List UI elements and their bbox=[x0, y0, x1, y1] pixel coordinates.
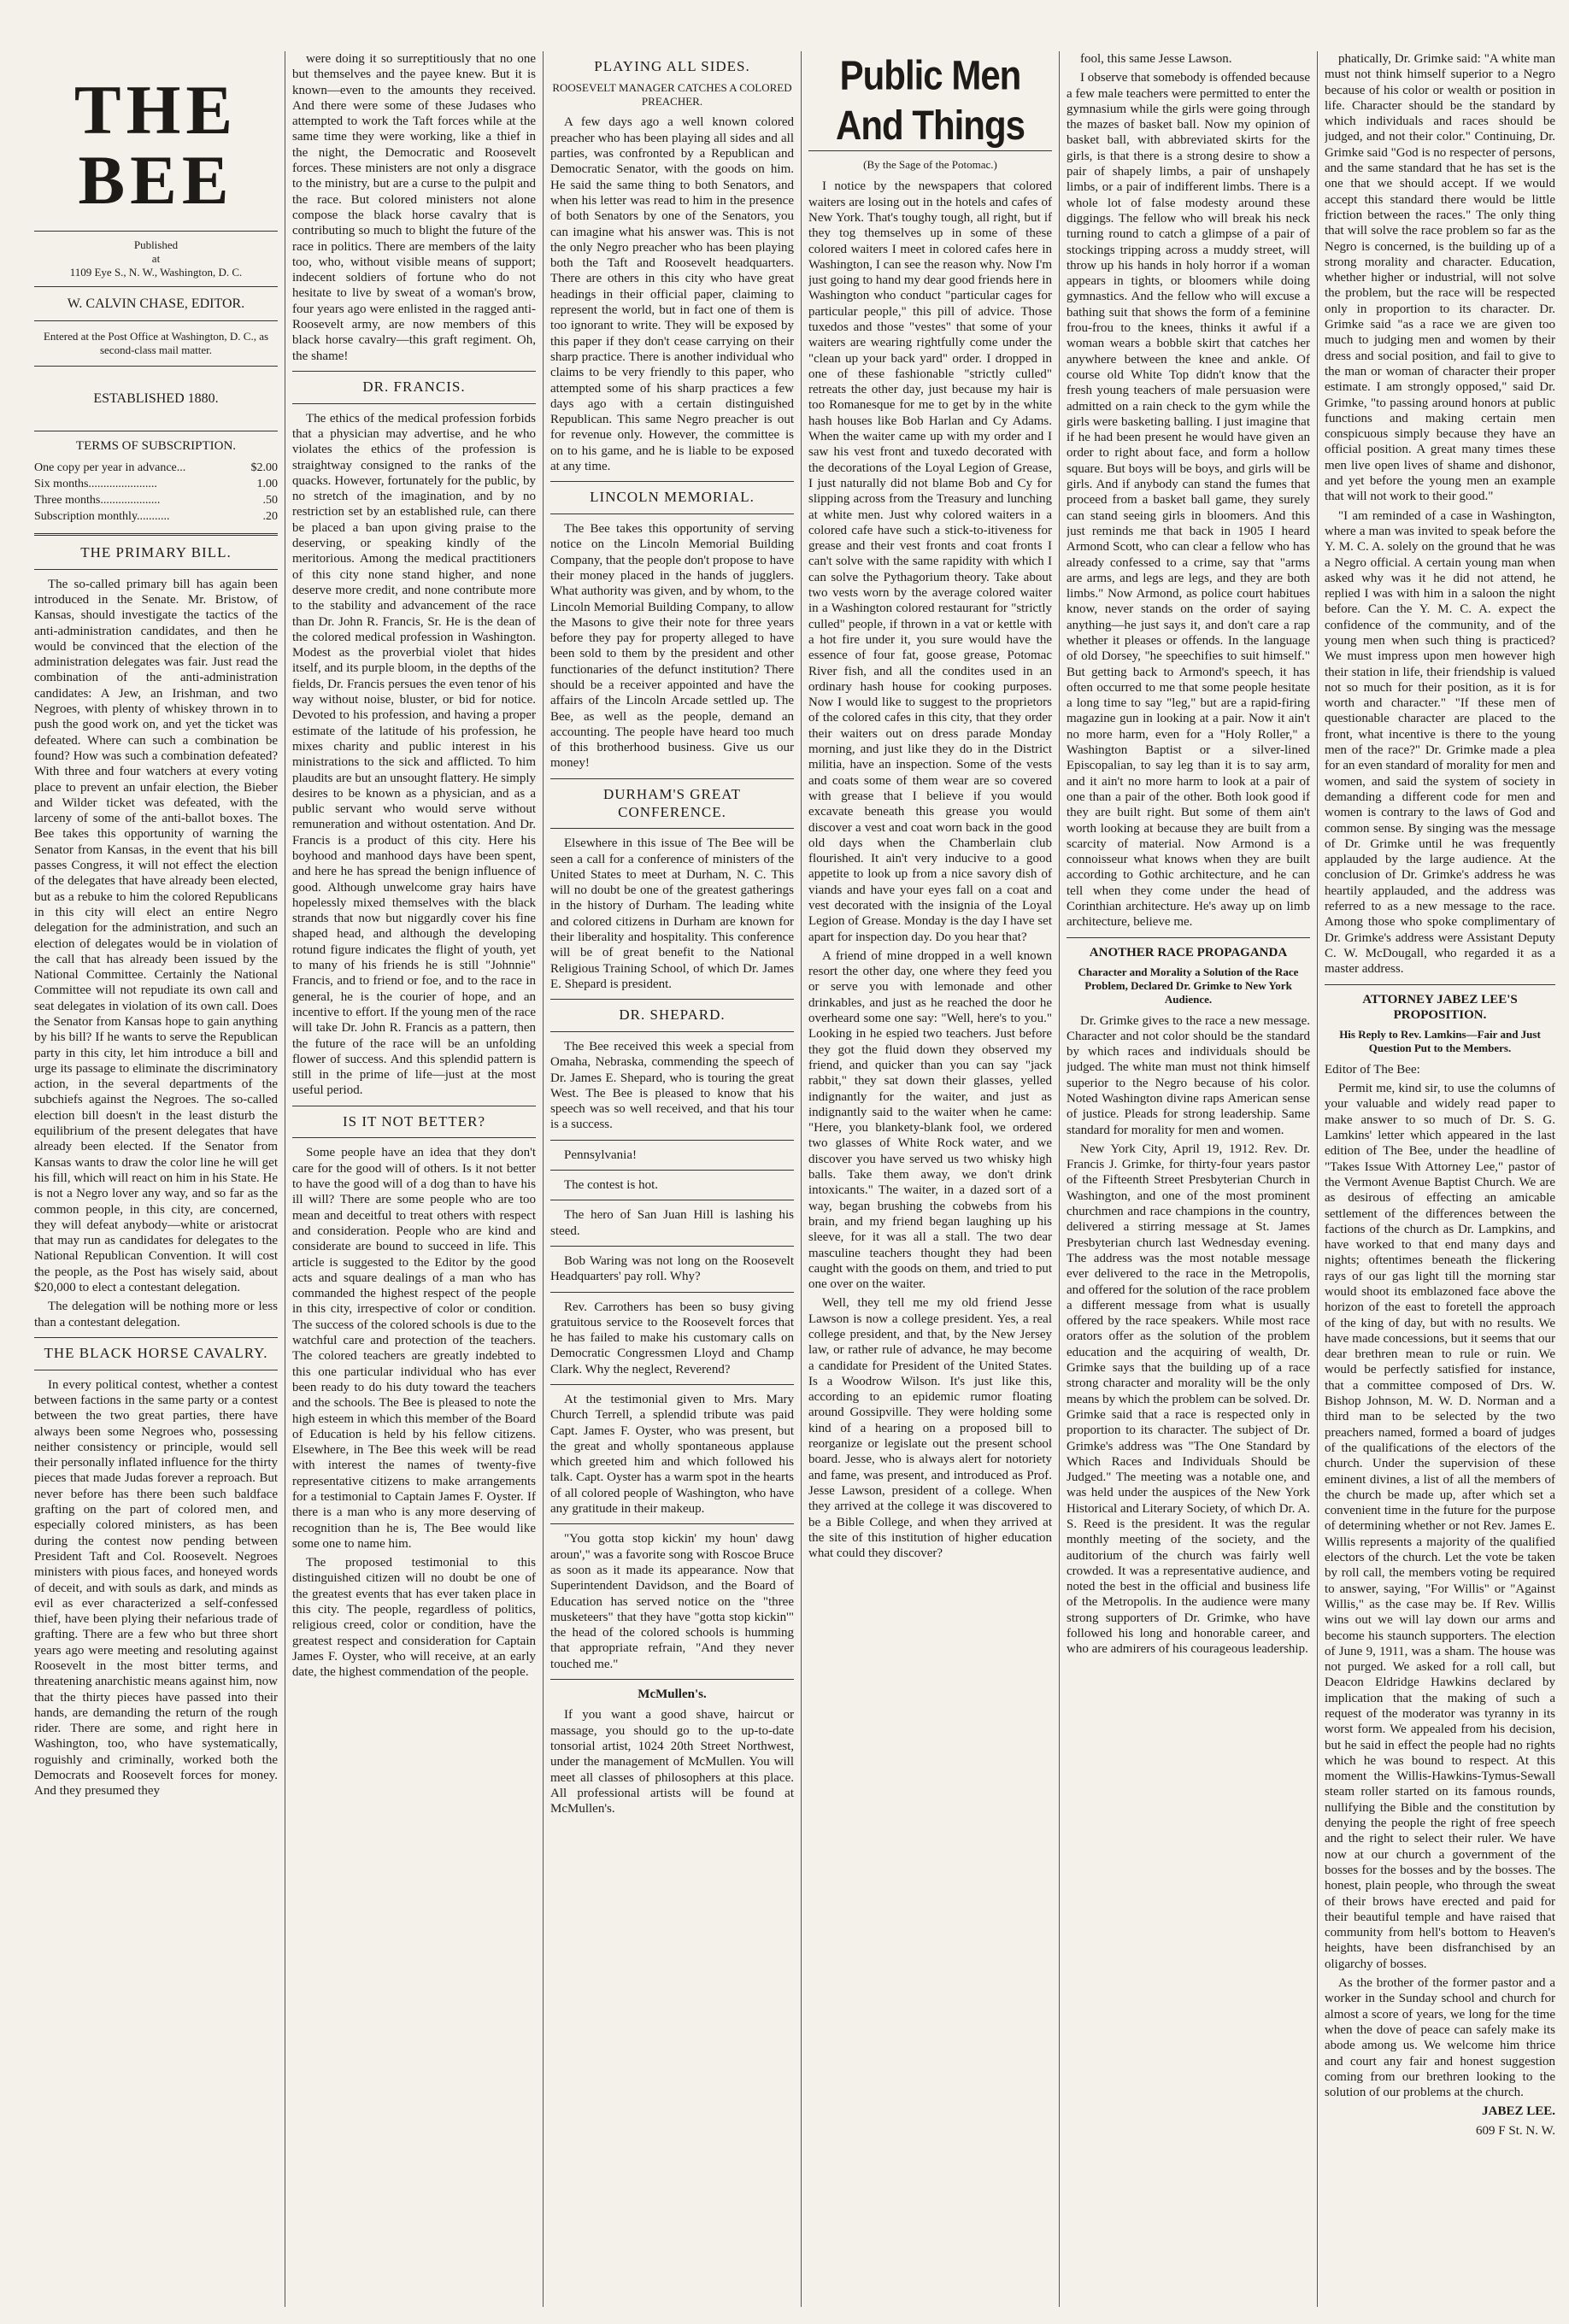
article-title-sides: PLAYING ALL SIDES. bbox=[594, 58, 750, 74]
terms-table bbox=[34, 460, 278, 525]
column-5 bbox=[1067, 51, 1310, 2307]
masthead-title: THE BEE bbox=[73, 71, 238, 219]
column-2 bbox=[292, 51, 536, 2307]
article-title-race-propaganda: ANOTHER RACE PROPAGANDA bbox=[1089, 945, 1288, 960]
article-byline-public-men: (By the Sage of the Potomac.) bbox=[863, 158, 997, 172]
article-body-primary-bill: The so-called primary bill has again been introduced in the Senate. Mr. Bristow, of Kansas, should investigate the tactics of the anti-administration candidates, and then he would be convinced that the election of the administration delegates was fair. Just read the combination of the anti-administration candidates: A Jew, an Irishman, and two Negroes, with plenty of whiskey thrown in to push the good work on, and yet the ticket was defeated. Where can such a combination be found? How was such a combination defeated? With three and four watchers at every voting place to prevent an unfair election, the Bieber and Wilder ticket was defeated, with the larceny of some of the anti-ballot boxes. The Bee takes this opportunity of warning the Senator from Kansas, in the event that his bill passes Congress, it will not effect the election of the delegates that have already been elected, but as a rebuke to him the colored Republicans in this city will elect an entire Negro delegation for the administration, and such an election of delegates would be in violation of the call that has already been issued by the National Committee. Certainly the National Committee will not repudiate its own call and seat delegates in violation of its own call. Does the Senator from Kansas hope to gain anything by his bill? If he wants to serve the Republican party in this city, let him introduce a bill and urge its passage to eliminate the discriminatory action, in the several departments of the subchiefs against the Negroes. The so-called election bill doesn't in the least disturb the equilibrium of the present delegates that have already been elected. If the Senator from Kansas wants to draw the color line he will get his fill, which will react on him in his State. He is not a Negro lover any way, and so far as the common people, in this city, are concerned, they will defeat anybody—white or aristocrat that may run as candidates for delegates to the National Republican Convention. It will cost the people, as the Post has wisely said, about $20,000 to elect a contestant delegation. bbox=[34, 577, 278, 1295]
article-body-race-propaganda-2: New York City, April 19, 1912. Rev. Dr. Francis J. Grimke, for thirty-four years pastor of the Fifteenth Street Presbyterian Church in Washington, and one of the most prominent churchmen and race champions in the country, delivered a stirring message at St. James Presbyterian church last Wednesday evening. The address was the most notable message ever delivered to the race in the Metropolis, and offered for the solution of the race problem a different message from what is usually offered by the race speakers. While most race orators offer as the solution of the problem education and the acquiring of wealth, Dr. Grimke says that the building up of a race strong character and morality will be the only means by which the problem can be solved. Dr. Grimke said that a race is respected only in proportion to its character. The subject of Dr. Grimke's address was "The One Standard by Which Races and Individuals Should be Judged." The meeting was a notable one, and was held under the auspices of the New York Historical and Literary Society, of which Dr. A. S. Reed is the president. It was the regular monthly meeting of the society, and the auditorium of the church was fairly well crowded. It was a representative audience, and noted the best in the official and business life of the Metropolis. In the audience were many strong supporters of Dr. Grimke, who have followed his long and honorable career, and who are admirers of his courageous leadership. bbox=[1067, 1141, 1310, 1657]
article-title-durham: DURHAM'S GREAT CONFERENCE. bbox=[602, 785, 742, 820]
article-body-race-propaganda: Dr. Grimke gives to the race a new message. Character and not color should be the standard by which races and individuals should be judged. The white man must not think himself superior to the Negro because of his color. Noted Washington divine raps American sense of justice. Pleads for strong leadership. Same standard for morality for men and women. bbox=[1067, 1013, 1310, 1137]
article-subtitle-race-propaganda: Character and Morality a Solution of the Race Problem, Declared Dr. Grimke to New York Audience. bbox=[1078, 965, 1299, 1006]
article-title-better: IS IT NOT BETTER? bbox=[343, 1112, 485, 1130]
column-6 bbox=[1325, 51, 1555, 2307]
article-body-public-men-3: Well, they tell me my old friend Jesse Lawson is now a college president. Yes, a real college president, and that, by the New Jersey law, or rather rule of advance, he may become a candidate for President of the United States. Is a Woodrow Wilson. It's just like this, according to an epidemic rumor floating around Gossipville. They were holding some kind of a hearing on a proposed bill to reorganize or legislate out the present school board. Jesse, who is always alert for notoriety and fame, was present, and introduced as Prof. Jesse Lawson, president of a college. When they arrived at the college it was discovered to be a Bible College, and when they arrived at the site of this institution of higher education what could they discover? bbox=[808, 1296, 1052, 1561]
terms-row: One copy per year in advance... $2.00 bbox=[34, 461, 278, 474]
article-body-black-horse: In every political contest, whether a contest between factions in the same party or a contest between the two great parties, there have always been some Negroes who, possessing neither consistency or principle, would sell their personally inflated influence for the thirty pieces that made Judas forever a reproach. But never before has there been such baldface grafting on the part of colored men, and especially colored ministers, as has been during the contest now pending between President Taft and Col. Roosevelt. Negroes ministers with pious faces, and honeyed words of deceit, and with souls as dark, and minds as evil as ever characterized a self-confessed thief, have been plying their nefarious trade of grafting. There are a few who but three short years ago were meeting and resoluting against Roosevelt in the most bitter terms, and threatening anarchistic means against him, now that the thirty pieces have passed into their hands, are demanding the return of the rough rider. There are some, and right here in Washington, too, who have systematically, roguishly and criminally, worked both the Democrats and Roosevelt forces for money. And they presumed they bbox=[34, 1377, 278, 1799]
terms-row: Subscription monthly........... .20 bbox=[34, 509, 278, 523]
letter-salutation: Editor of The Bee: bbox=[1325, 1062, 1420, 1077]
article-title-francis: DR. FRANCIS. bbox=[362, 378, 466, 395]
entered-notice: Entered at the Post Office at Washington, D. C., as second-class mail matter. bbox=[43, 330, 269, 356]
article-subtitle-jabez-lee: His Reply to Rev. Lamkins—Fair and Just Question Put to the Members. bbox=[1339, 1028, 1541, 1054]
article-title-lincoln: LINCOLN MEMORIAL. bbox=[590, 489, 755, 506]
article-body-mcmullen: If you want a good shave, haircut or massage, you should go to the up-to-date tonsorial artist, 1024 20th Street Northwest, under the management of McMullen. You will meet all classes of philosophers at this place. All professional artists will be found at McMullen's. bbox=[550, 1708, 794, 1816]
article-body-grimke-cont-2: "I am reminded of a case in Washington, where a man was invited to speak before the Y. M. C. A. solely on the ground that he was a Negro official. A certain young man when asked why was it he did not attend, he replied I was with him in a saloon the night before. Can the Y. M. C. A. expect the confidence of the community, and of the young men when such thing is practiced? We must impress upon men however high their station in life, their friendship is valued not so much for their position, as it is for worth and character." "If these men of questionable character are placed to the front, what incentive is there to the young men of the race?" Dr. Grimke made a plea for an even standard of morality for men and women, and said the system of society in demanding a different code for men and women is contrary to the laws of God and common sense. By singing was the message of Dr. Grimke until he was frequently applauded by the large audience. At the conclusion of Dr. Grimke's address he was heartily applauded, and the address was referred to as a new message to the race. Among those who spoke complimentary of Dr. Grimke's address were Assistant Deputy C. W. McDougall, who regarded it as a master address. bbox=[1325, 508, 1555, 977]
terms-row: Three months.................... .50 bbox=[34, 493, 278, 507]
article-title-public-men: Public Men And Things bbox=[836, 51, 1025, 149]
article-title-shepard: DR. SHEPARD. bbox=[619, 1006, 726, 1024]
brief-gotta: "You gotta stop kickin' my houn' dawg aroun'," was a favorite song with Roscoe Bruce as soon as it made its appearance. Now that Superintendent Davidson, and the Board of Education has served notice on the "three musketeers" that they have "gotta stop kickin'" the head of the colored schools is humming that appropriate refrain, "And they never touched me." bbox=[550, 1532, 794, 1671]
letter-signature: JABEZ LEE. bbox=[1482, 2104, 1555, 2119]
article-subtitle-sides: ROOSEVELT MANAGER CATCHES A COLORED PREACHER. bbox=[552, 80, 792, 108]
article-body-jabez-lee: Permit me, kind sir, to use the columns of your valuable and widely read paper to make answer to so much of Dr. S. G. Lamkins' letter which appeared in the last edition of The Bee, under the headline of "Takes Issue With Attorney Lee," pastor of the Vermont Avenue Baptist Church. We are as desirous of effecting an amicable settlement of the differences between the factions of the church as Dr. Lampkins, and have worked to that end many days and nights; oftentimes beneath the flickering rays of our gas light till the morning star would shoot its emblazoned face above the horizon of the east to foretell the approach of the king of day, but with no results. We have made concessions, but it seems that our dear brethren mean to rule or ruin. We would be perfectly satisfied for instance, that a committee composed of Drs. W. Bishop Johnson, M. W. D. Norman and a third man to be selected by the two preachers named, formed a board of judges of the qualifications of the electors of the church. Under the supervision of these eminent divines, a list of all the members of the church be made up, after which set a convenient time in the future for the purpose of determining whether or not Rev. James E. Willis represents a majority of the qualified electors of the church. Let the vote be taken by roll call, the members voting be required to answer, saying, "For Willis" or "Against Willis," as the case may be. If Rev. Willis wins out we will lay down our arms and become his staunch supporters. The election of June 9, 1911, was a sham. The house was not purged. We asked for a roll call, but Deacon Eldridge Hawkins declared by implication that the making of such a request of the moderator was tyranny in its worst form. We appealed from his decision, but he said in effect the people had no rights which he was bound to respect. At this moment the Willis-Hawkins-Tymus-Sewall steam roller started on its famous rounds, nullifying the Bible and the constitution by denying the people the right of free speech and the right to select their ruler. We have now at our church a government of the bosses for the bosses and by the bosses. The honest, plain people, who through the sweat of their brows have erected and paid for their beautiful temple and have raised that community from hell's bottom to Heaven's heights, have been disfranchised by an oligarchy of bosses. bbox=[1325, 1082, 1555, 1971]
editor: W. CALVIN CHASE, EDITOR. bbox=[67, 296, 245, 311]
published-label: Published bbox=[133, 238, 179, 251]
terms-row: Six months....................... 1.00 bbox=[34, 477, 278, 490]
article-body-grimke-cont: phatically, Dr. Grimke said: "A white man must not think himself superior to a Negro because of his color or wealth or position in life. Character should be the standard by which individuals and races should be judged, and not their color." Continuing, Dr. Grimke said "God is no respecter of persons, and the same standard that he has set is the one that we should accept. If we would accept this standard there would be little friction between the races." The only thing that will solve the race problem so far as the Negro is concerned, is the building up of a strong morality and character. Education, whether higher or industrial, will not solve the problem, but the race will be respected only in proportion to its character. Dr. Grimke said "as a race we are given too much to judging men and women by their dress and social position, and fail to give to the man or woman of character their proper estimate. I am strongly opposed," said Dr. Grimke, "to passing around honors at public functions and making certain men conspicuous simply because they have an official position. A great many times these men live open lives of shame and dishonor, and yet before the young men an example that will not work to their good." bbox=[1325, 52, 1555, 504]
article-title-primary-bill: THE PRIMARY BILL. bbox=[80, 543, 232, 560]
article-body-basketball: I observe that somebody is offended because a few male teachers were permitted to enter the gymnasium while the girls were going through the mazes of basket ball. Now my opinion of basket ball, with abbreviated skirts for the girls, is that there is a strong desire to show a pair of shapely limbs, a pair of unshapely limbs, or a pair of indifferent limbs. There is a whole lot of false modesty around these diggings. The fellow who will break his neck turning round to catch a glimpse of a pair of stockings tripping across a muddy street, will throw up his hands in holy horror if a woman appears in tights, or bloomers while doing gymnastics. And the fellow who will excuse a bathing suit that shows the form of a feminine frou-frou to the knees, thinks it awful if a woman wears a bobble skirt that catches her anywhere between the knee and ankle. Of course old White Top didn't know that the fresh young teachers of male persuasion were admitted on a rain check to the gym while the girls were basketing balling. I just imagine that if he had been present he would have given an order to right about face, and form a hollow square. But boys will be boys, and girls will be girls. And if anybody can stand the fumes that proceed from a basket ball game, they surely can stand seeing girls in bloomers. And this just reminds me that back in 1905 I heard Armond Scott, who can clear a fellow who has already confessed to a crime, say that "arms are arms, and legs are legs, and they are both limbs." Now Armond, as police court habitues know, never stands on the order of saying anything—he just says it, and don't care a rap whether it pleases or offends. In the language of old Dorsey, "he speechifies to suit himself." But getting back to Armond's speech, it has often occurred to me that some people hesitate a long time to say "leg," but are a rapid-firing magazine gun in looking at a pair. Now it ain't no more harm, even for a "Holy Roller," a Washington Baptist or a silver-lined Episcopalian, to say leg than it is to say arm, and it ain't no more harm to look at a pair of one than a pair of the other. Both look good if they are built right. But some of them ain't worth looking at because they are built from a scarcity of material. Now Armond is a connoisseur what knows when they are built according to Gothic architecture, and he can tell when they come under the head of Corinthian architecture. He's away up on limb architecture, believe me. bbox=[1067, 71, 1310, 930]
brief-waring: Bob Waring was not long on the Roosevelt Headquarters' pay roll. Why? bbox=[550, 1253, 794, 1284]
brief-hero: The hero of San Juan Hill is lashing his steed. bbox=[550, 1208, 794, 1238]
article-body-shepard: The Bee received this week a special from Omaha, Nebraska, commending the speech of Dr. James E. Shepard, who is touring the great West. The Bee is pleased to know that his speech was so well received, and that his tour is a success. bbox=[550, 1039, 794, 1132]
article-body-primary-bill-end: The delegation will be nothing more or less than a contestant delegation. bbox=[34, 1300, 278, 1329]
address: 1109 Eye S., N. W., Washington, D. C. bbox=[69, 265, 243, 279]
article-body-sides: A few days ago a well known colored preacher who has been playing all sides and all parties, was confronted by a Republican and Democratic Senator, with the goods on him. He said the same thing to both Senators, and when his letter was read to him in the presence of both Senators by one of the Senators, you can imagine what his answer was. This is not the only Negro preacher who has been playing both the Taft and Roosevelt headquarters. There are others in this city who have great headings in their official paper, claiming to represent the world, but in fact one of them is too ignorant to write. They will be exposed by this paper if they don't cease carrying on their sharp practice. There is another individual who claims to be very friendly to this paper, who attempted some of his sharp practices a few days ago with a certain distinguished Republican. This same Negro preacher is out for revenue only. However, the committee is on to his game, and he is liable to be exposed at any time. bbox=[550, 115, 794, 473]
article-title-black-horse: THE BLACK HORSE CAVALRY. bbox=[44, 1344, 268, 1361]
letter-address: 609 F St. N. W. bbox=[1476, 2123, 1555, 2138]
article-body-better: Some people have an idea that they don't care for the good will of others. Is it not better to have the good will of a dog than to have his ill will? There are some people who are too mean and deceitful to treat others with respect and consideration. People who are kind and considerate are bound to succeed in life. This article is suggested to the Editor by the good acts and square dealings of a man who has commanded the highest respect of the people in this city, irrespective of color or condition. The success of the colored schools is due to the watchful care and protection of the teachers. The colored teachers are greatly indebted to this one particular individual who has ever been ready to do his duty toward the teachers and the schools. The Bee is pleased to note the high esteem in which this member of the Board of Education is held by his fellow citizens. Elsewhere, in The Bee this week will be read with interest the names of twenty-five representative citizens to make arrangements for a testimonial to Captain James F. Oyster. If there is a man who is any more deserving of recognition than he is, The Bee would like some one to name him. bbox=[292, 1146, 536, 1551]
article-body-francis: The ethics of the medical profession forbids that a physician may advertise, and he who violates the ethics of the profession is straightway consigned to the ranks of the quacks. However, fortunately for the public, by no stretch of the imagination, and by no restriction set by an established rule, can there be placed a ban upon giving praise to the deserving, or speaking kindly of the meritorious. Among the medical practitioners of this city none stand higher, and none deserve more credit, and none contribute more to the stability and advancement of the race than Dr. John R. Francis, Sr. He is the dean of the colored medical profession in Washington. Modest as the proverbial violet that hides itself, and its purple bloom, in the depths of the fields, Dr. Francis persues the even tenor of his way without noise, bluster, or bid for notice. Devoted to his profession, and having a proper estimate of the latitude of his profession, he mixes charity and public interest in his ministrations to the sick and afflicted. To him plaudits are but an unsought flattery. He simply desires to be known as a physician, and as a public servant who would serve without remuneration and without ostentation. And Dr. Francis is a product of this city. Here his boyhood and manhood days have been spent, and here he has spread the benign influence of good. Although unwelcome gray hairs have hopelessly mixed themselves with the black strands that now but niggardly cover his fine shaped head, and although the developing rotund figure indicates the flight of youth, yet to many of his friends he is still "Johnnie" Francis, and to friend or foe, and to the race in general, he is the courier of hope, and an incentive to effort. If the young men of the race will take Dr. John R. Francis as a pattern, then the future of the race will be an unfolding flower of success. And this splendid pattern is still in the prime of life—just at the most useful period. bbox=[292, 411, 536, 1098]
terms-title: TERMS OF SUBSCRIPTION. bbox=[75, 439, 237, 454]
article-title-mcmullen: McMullen's. bbox=[638, 1687, 707, 1702]
article-body-public-men-2: A friend of mine dropped in a well known resort the other day, one where they feed you or serve you with lemonade and other drinkables, and just as he reached the door he overheard some one say: "Well, here's to you." Looking in he espied two teachers. Just before they got the fluid down they observed my friend, and quicker than you can say "jack rabbit," they sat down their glasses, yelled indignantly for the waiter, and just as indignantly said to the waiter when he came: "Here, you blankety-blank fool, we ordered two glasses of White Rock water, and we discover you have served us two whisky high balls. Take them away, we don't drink intoxicants." The waiter, in a dazed sort of a way, began brushing the cobwebs from his brain, and my friend began laughing up his sleeve, for it was all a stall. The two dear masculine teachers thought they had been caught with the goods on them, and tried to put one over on the waiter. bbox=[808, 948, 1052, 1292]
established: ESTABLISHED 1880. bbox=[93, 390, 219, 406]
article-body-lawson-cont: fool, this same Jesse Lawson. bbox=[1080, 52, 1232, 66]
brief-contest: The contest is hot. bbox=[564, 1178, 658, 1193]
column-1 bbox=[34, 51, 278, 2307]
article-body-lincoln: The Bee takes this opportunity of serving notice on the Lincoln Memorial Building Company, that the people don't propose to have their money placed in the hands of jugglers. What authority was given, and by whom, to the Lincoln Memorial Building Company, to allow the Masons to give their note for three years before they pay for property alleged to have been sold to them by the president and other functionaries of the defunct institution? There should be a receiver appointed and have the affairs of the Lincoln Arcade settled up. The Bee, as well as the people, demand an accounting. The people have heard too much of this brotherhood business. Give us our money! bbox=[550, 522, 794, 771]
article-title-jabez-lee: ATTORNEY JABEZ LEE'S PROPOSITION. bbox=[1362, 992, 1518, 1022]
article-body-public-men: I notice by the newspapers that colored waiters are losing out in the hotels and cafes of New York. That's toughy tough, all right, but if they tog themselves up in some of these colored waiters I meet in colored cafes here in Washington, I can see the reason why. Now I'm just going to hand my dear good friends here in Washington who conduct "particular cages for particular people," this pill of advice. Those tuxedos and those "vestes" that some of your waiters are wearing rightfully come under the "clean up your back yard" order. I dropped in one of these fashionable "strictly culled" retreats the other day, just because my hair is too Romanesque for me to get by in the white hash houses like Bob Harlan and Cy Adams. When the waiter came up with my order and I saw his vest front and tuxedo decorated with the decorations of the Loyal Legion of Grease, I just naturally did not blame Bob and Cy for slipping across from the Treasury and lunching at white men. Just why colored waiters in a colored cafe have such a stick-to-itiveness for grease and their vest fronts and coat fronts I can't solve with the same rapidity with which I can solve the Pythagorium theory. Take about two vests worn by the average colored waiter in a Washington colored restaurant for "strictly culled" people, if thrown in a vat or kettle with a hot fire under it, you sure would have the essence of four fat, goose grease, Potomac River fish, and all the condites used in an ordinary hash house for cooking purposes. Now I would like to suggest to the proprietors of the colored cafes in this city, that they order their waiters out on dress parade Monday morning, and just like they do in the District militia, have an inspection. Some of the vests and coats some of them wear are so covered with grease that I believe if you would excavate beneath this grease you would discover a vest and coat worn back in the good old days when the Chamberlain club flourished. It ain't very inducive to a good appetite to look up from a nice savory dish of viands and have your eyes fall on a coat and vest decorated with the insignia of the Loyal Legion of Grease. Monday is the day I have set apart for inspection day. Do you hear that? bbox=[808, 179, 1052, 944]
column-3 bbox=[550, 51, 794, 2307]
article-body-durham: Elsewhere in this issue of The Bee will be seen a call for a conference of ministers of the United States to meet at Durham, N. C. This will no doubt be one of the greatest gatherings in the history of Durham. The leading white and colored citizens in Durham are known for their liberality and hospitality. This conference will be of great benefit to the National Religious Training School, of which Dr. James E. Shepard is president. bbox=[550, 836, 794, 991]
column-rule bbox=[543, 51, 544, 2307]
brief-carrothers: Rev. Carrothers has been so busy giving gratuitous service to the Roosevelt forces that he has failed to make his customary calls on Democratic Congressmen Lloyd and Champ Clark. Why the neglect, Reverend? bbox=[550, 1300, 794, 1376]
brief-penn: Pennsylvania! bbox=[564, 1147, 637, 1162]
column-rule bbox=[1059, 51, 1060, 2307]
newspaper-page bbox=[34, 51, 1555, 2315]
column-4 bbox=[808, 51, 1052, 2307]
article-body-jabez-lee-end: As the brother of the former pastor and a worker in the Sunday school and church for almost a score of years, we long for the time when the dove of peace can safely make its abode among us. We welcome him thrice and court any fair and honest suggestion coming from our brethren looking to the solution of our problems at the church. bbox=[1325, 1976, 1555, 2100]
article-body-black-horse-cont: were doing it so surreptitiously that no one but themselves and the payee knew. But it is known—even to the amounts they received. And there were some of these Judases who attempted to work the Taft forces while at the same time they were working, like a thief in the night, the Democratic and Roosevelt forces. These ministers are not only a disgrace to the ministry, but are a curse to the pulpit and the race. But colored ministers not alone compose the black horse cavalry that is contributing so much to blight the future of the race in politics. There are members of the laity too, who, without visible means of support; indecent soldiers of fortune who do not hesitate to live by sweat of a woman's brow, four years ago were enlisted in the ragged anti-Roosevelt army, are now members of this black horse cavalry—this graft regiment. Oh, the shame! bbox=[292, 52, 536, 363]
column-rule bbox=[1317, 51, 1318, 2307]
brief-testimonial: At the testimonial given to Mrs. Mary Church Terrell, a splendid tribute was paid Capt. James F. Oyster, who was present, but the great and wholly spontaneous applause which greeted him and which followed his talk. Capt. Oyster has a warm spot in the hearts of all colored people of Washington, who have any gratitude in their makeup. bbox=[550, 1392, 794, 1517]
column-rule bbox=[801, 51, 802, 2307]
article-body-better-2: The proposed testimonial to this distinguished citizen will no doubt be one of the greatest events that has ever taken place in this city. The people, regardless of politics, religious creed, color or condition, have the greatest respect and consideration for Captain James F. Oyster, who will receive, at an early date, the highest commendation of the people. bbox=[292, 1556, 536, 1680]
published-at: at bbox=[151, 251, 161, 265]
